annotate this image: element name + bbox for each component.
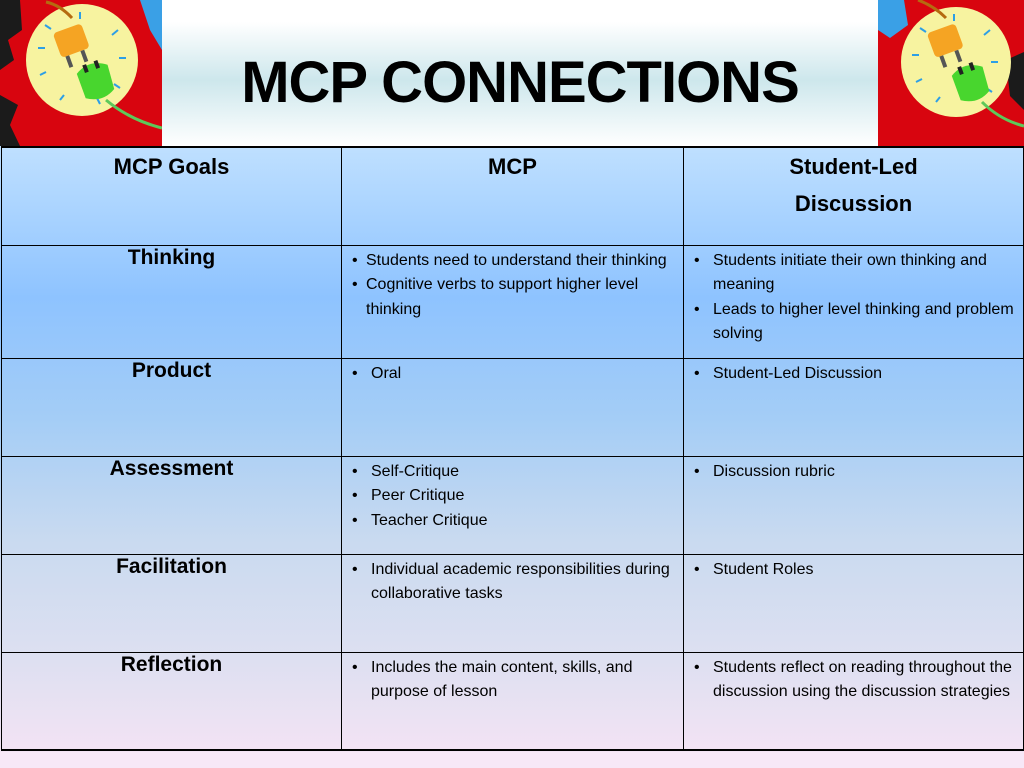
table-row xyxy=(2,245,1024,358)
mcp-cell-reflection xyxy=(342,652,684,750)
bullet-list xyxy=(684,653,1023,705)
row-label-reflection: Reflection xyxy=(2,652,342,750)
list-item: • Cognitive verbs to support higher level thinking xyxy=(350,273,675,322)
bullet-list xyxy=(342,457,683,534)
bullet-list xyxy=(684,359,1023,387)
list-item: • Peer Critique xyxy=(350,484,675,509)
list-item: • Individual academic responsibilities during collaborative tasks xyxy=(350,558,675,607)
list-item: • Student-Led Discussion xyxy=(692,362,1015,387)
bullet-glyph: • xyxy=(694,462,700,480)
bullet-glyph: • xyxy=(694,300,700,318)
list-item: • Student Roles xyxy=(692,558,1015,583)
sld-cell-reflection xyxy=(684,652,1024,750)
column-header-student-led xyxy=(684,147,1024,245)
bullet-glyph: • xyxy=(352,658,358,676)
table-row xyxy=(2,456,1024,554)
bullet-glyph: • xyxy=(352,462,358,480)
list-item: • Includes the main content, skills, and purpose of lesson xyxy=(350,656,675,705)
list-item: • Discussion rubric xyxy=(692,460,1015,485)
connections-table-area xyxy=(0,146,1024,752)
bullet-glyph: • xyxy=(694,560,700,578)
row-label-product: Product xyxy=(2,358,342,456)
table-row xyxy=(2,554,1024,652)
row-label-assessment: Assessment xyxy=(2,456,342,554)
connections-table xyxy=(1,146,1024,751)
list-item: • Teacher Critique xyxy=(350,509,675,534)
bullet-glyph: • xyxy=(694,251,700,269)
column-header-student-led-line2: Discussion xyxy=(794,191,913,216)
bullet-list xyxy=(342,246,683,323)
bullet-list xyxy=(342,555,683,607)
bullet-list xyxy=(342,653,683,705)
bullet-list xyxy=(684,555,1023,583)
bullet-glyph: • xyxy=(352,560,358,578)
table-row xyxy=(2,358,1024,456)
bullet-glyph: • xyxy=(352,364,358,382)
bullet-list xyxy=(684,246,1023,347)
page-title: MCP CONNECTIONS xyxy=(241,50,799,115)
list-item: • Students initiate their own thinking and meaning xyxy=(692,249,1015,298)
sld-cell-thinking xyxy=(684,245,1024,358)
bullet-list xyxy=(342,359,683,387)
bullet-list xyxy=(684,457,1023,485)
sld-cell-product xyxy=(684,358,1024,456)
bullet-glyph: • xyxy=(694,658,700,676)
table-row xyxy=(2,652,1024,750)
mcp-cell-facilitation xyxy=(342,554,684,652)
bullet-glyph: • xyxy=(352,251,358,269)
list-item: • Students reflect on reading throughout the discussion using the discussion strategies xyxy=(692,656,1015,705)
bullet-glyph: • xyxy=(352,487,358,504)
sld-cell-facilitation xyxy=(684,554,1024,652)
column-header-mcp: MCP xyxy=(342,147,684,245)
column-header-student-led-line1: Student-Led xyxy=(789,154,918,179)
row-label-facilitation: Facilitation xyxy=(2,554,342,652)
bottom-strip xyxy=(0,752,1024,768)
mcp-cell-assessment xyxy=(342,456,684,554)
bullet-glyph: • xyxy=(352,511,358,529)
list-item: • Oral xyxy=(350,362,675,387)
table-header-row xyxy=(2,147,1024,245)
column-header-goals: MCP Goals xyxy=(2,147,342,245)
list-item: • Leads to higher level thinking and problem solving xyxy=(692,298,1015,347)
electric-plug-icon xyxy=(878,0,1024,146)
mcp-cell-thinking xyxy=(342,245,684,358)
mcp-cell-product xyxy=(342,358,684,456)
sld-cell-assessment xyxy=(684,456,1024,554)
bullet-glyph: • xyxy=(694,364,700,382)
bullet-glyph: • xyxy=(352,276,358,293)
electric-plug-icon xyxy=(0,0,162,146)
list-item: • Self-Critique xyxy=(350,460,675,485)
list-item: • Students need to understand their thinking xyxy=(350,249,675,274)
row-label-thinking: Thinking xyxy=(2,245,342,358)
